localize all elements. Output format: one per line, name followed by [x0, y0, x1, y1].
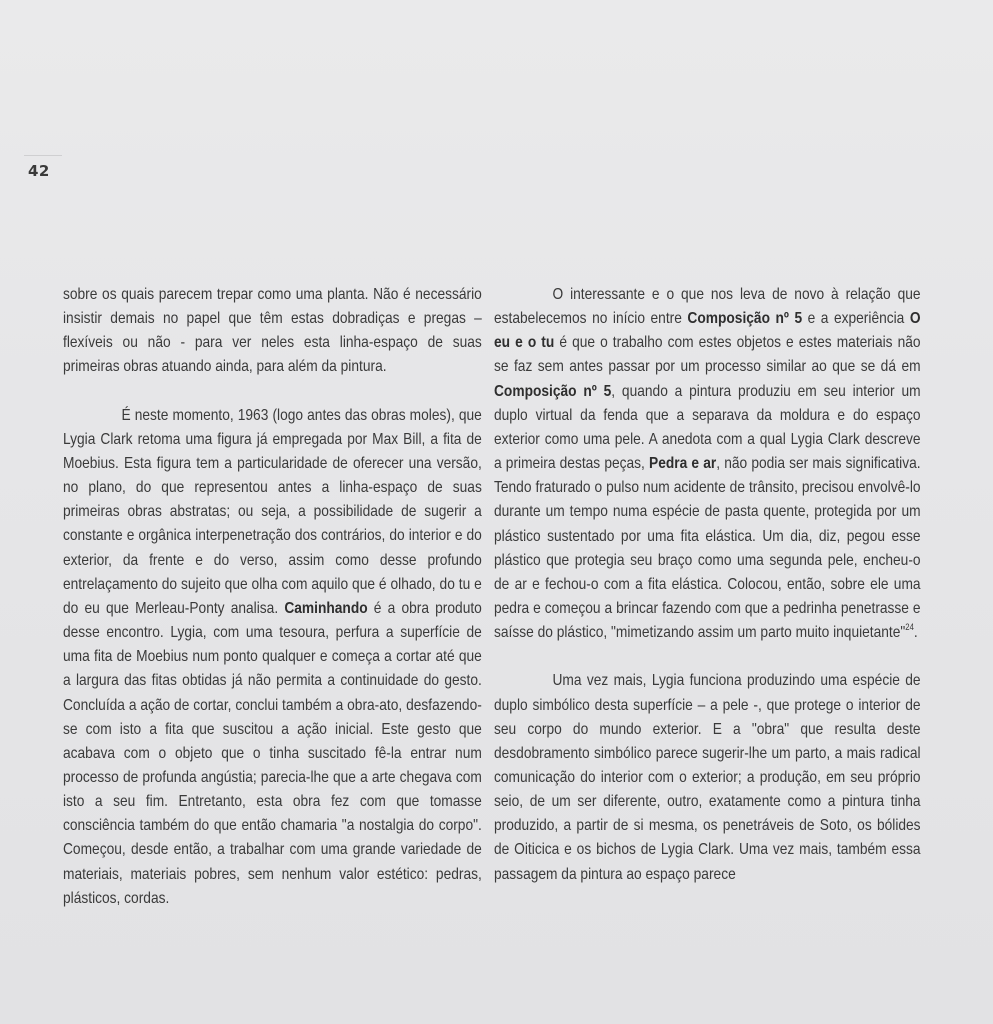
page-number: 42 — [28, 162, 50, 180]
left-paragraph-2-text-c: é a obra produto desse encontro. Lygia, com uma tesoura, perfura a superfície de uma fita de Moebius num ponto qualquer e começa a cortar até que a largura das fitas obtidas já não permita a continuidade do gesto. Concluída a ação de cortar, conclui também a obra-ato, desfazendo-se com isto a fita que suscitou a ação inicial. Este gesto que acabava com o objeto que o tinha suscitado fê-la entrar num processo de profunda angústia; parecia-lhe que a arte chegava com isto a seu fim. Entretanto, esta obra fez com que tomasse consciência também do que então chamaria "a nostalgia do corpo". Começou, desde então, a trabalhar com uma grande variedade de materiais, materiais pobres, sem nenhum valor estético: pedras, plásticos, cordas. — [63, 599, 482, 907]
right-paragraph-1-text-d: é que o trabalho com estes objetos e estes materiais não se faz sem antes passar por um processo similar ao que se dá em — [494, 334, 921, 376]
right-paragraph-2: Uma vez mais, Lygia funciona produzindo uma espécie de duplo simbólico desta superfície – a pele -, que protege o interior de seu corpo do mundo exterior. E a "obra" que resulta deste desdobramento simbólico parece sugerir-lhe um parto, a mais radical comunicação do interior com o exterior; a produção, em seu próprio seio, de um ser diferente, outro, exatamente como a pintura tinha produzido, a partir de si mesma, os penetráveis de Soto, os bólides de Oiticica e os bichos de Lygia Clark. Uma vez mais, também essa passagem da pintura ao espaço parece — [494, 672, 921, 883]
footnote-marker: 24 — [905, 622, 914, 633]
right-paragraph-1-text-e: , quando a pintura produziu em seu interior um duplo virtual da fenda que a separava da moldura e do espaço exterior como uma pele. A anedota com a qual Lygia Clark descreve a primeira destas peças, — [494, 382, 921, 473]
caminhando-title: Caminhando — [284, 599, 368, 617]
left-paragraph-1: sobre os quais parecem trepar como uma planta. Não é necessário insistir demais no papel que têm estas dobradiças e pregas – flexíveis ou não - para ver neles esta linha-espaço de suas primeiras obras atuando ainda, para além da pintura. — [63, 286, 482, 376]
left-paragraph-2-text-a: É neste momento, 1963 (logo antes das obras moles), que Lygia Clark retoma uma figura já empregada por Max Bill, a fita de Moebius. Esta figura tem a particularidade de oferecer una versão, no plano, do que representou antes a linha-espaço de suas primeiras obras abstratas; ou seja, a possibilidade de sugerir a constante e orgânica interpenetração dos contrários, do interior e do exterior, da frente e do verso, assim como desse profundo entrelaçamento do sujeito que olha com aquilo que é olhado, do tu e do eu que Merleau-Ponty analisa. — [63, 406, 482, 617]
pedra-e-ar-title: Pedra e ar — [649, 455, 717, 473]
page-number-rule — [24, 155, 62, 156]
right-paragraph-1-text-f: , não podia ser mais significativa. Tendo fraturado o pulso num acidente de trânsito, precisou envolvê-lo durante um tempo numa espécie de pasta quente, protegida por um plástico sustentado por uma fita elástica. Um dia, diz, pegou esse plástico que protegia seu braço como uma segunda pele, encheu-o de ar e fechou-o com a fita elástica. Colocou, então, sobre ele uma pedra e começou a brincar fazendo com que a pedrinha penetrasse e saísse do plástico, "mimetizando assim um parto muito inquietante" — [494, 455, 921, 642]
right-paragraph-1-text-c: e a experiência — [807, 310, 905, 328]
left-column — [63, 283, 482, 911]
right-paragraph-1-end: . — [913, 624, 918, 642]
composicao-5-title: Composição nº 5 — [687, 310, 803, 328]
right-paragraph-1 — [494, 283, 921, 645]
left-paragraph-2 — [63, 404, 482, 911]
composicao-5-title-2: Composição nº 5 — [494, 382, 612, 400]
right-column — [494, 283, 921, 887]
right-paragraph-1-text-a: O interessante e o que nos leva de novo à relação que estabelecemos no início entre — [494, 286, 921, 328]
o-eu-e-o-tu-title: O eu e o tu — [494, 310, 921, 352]
